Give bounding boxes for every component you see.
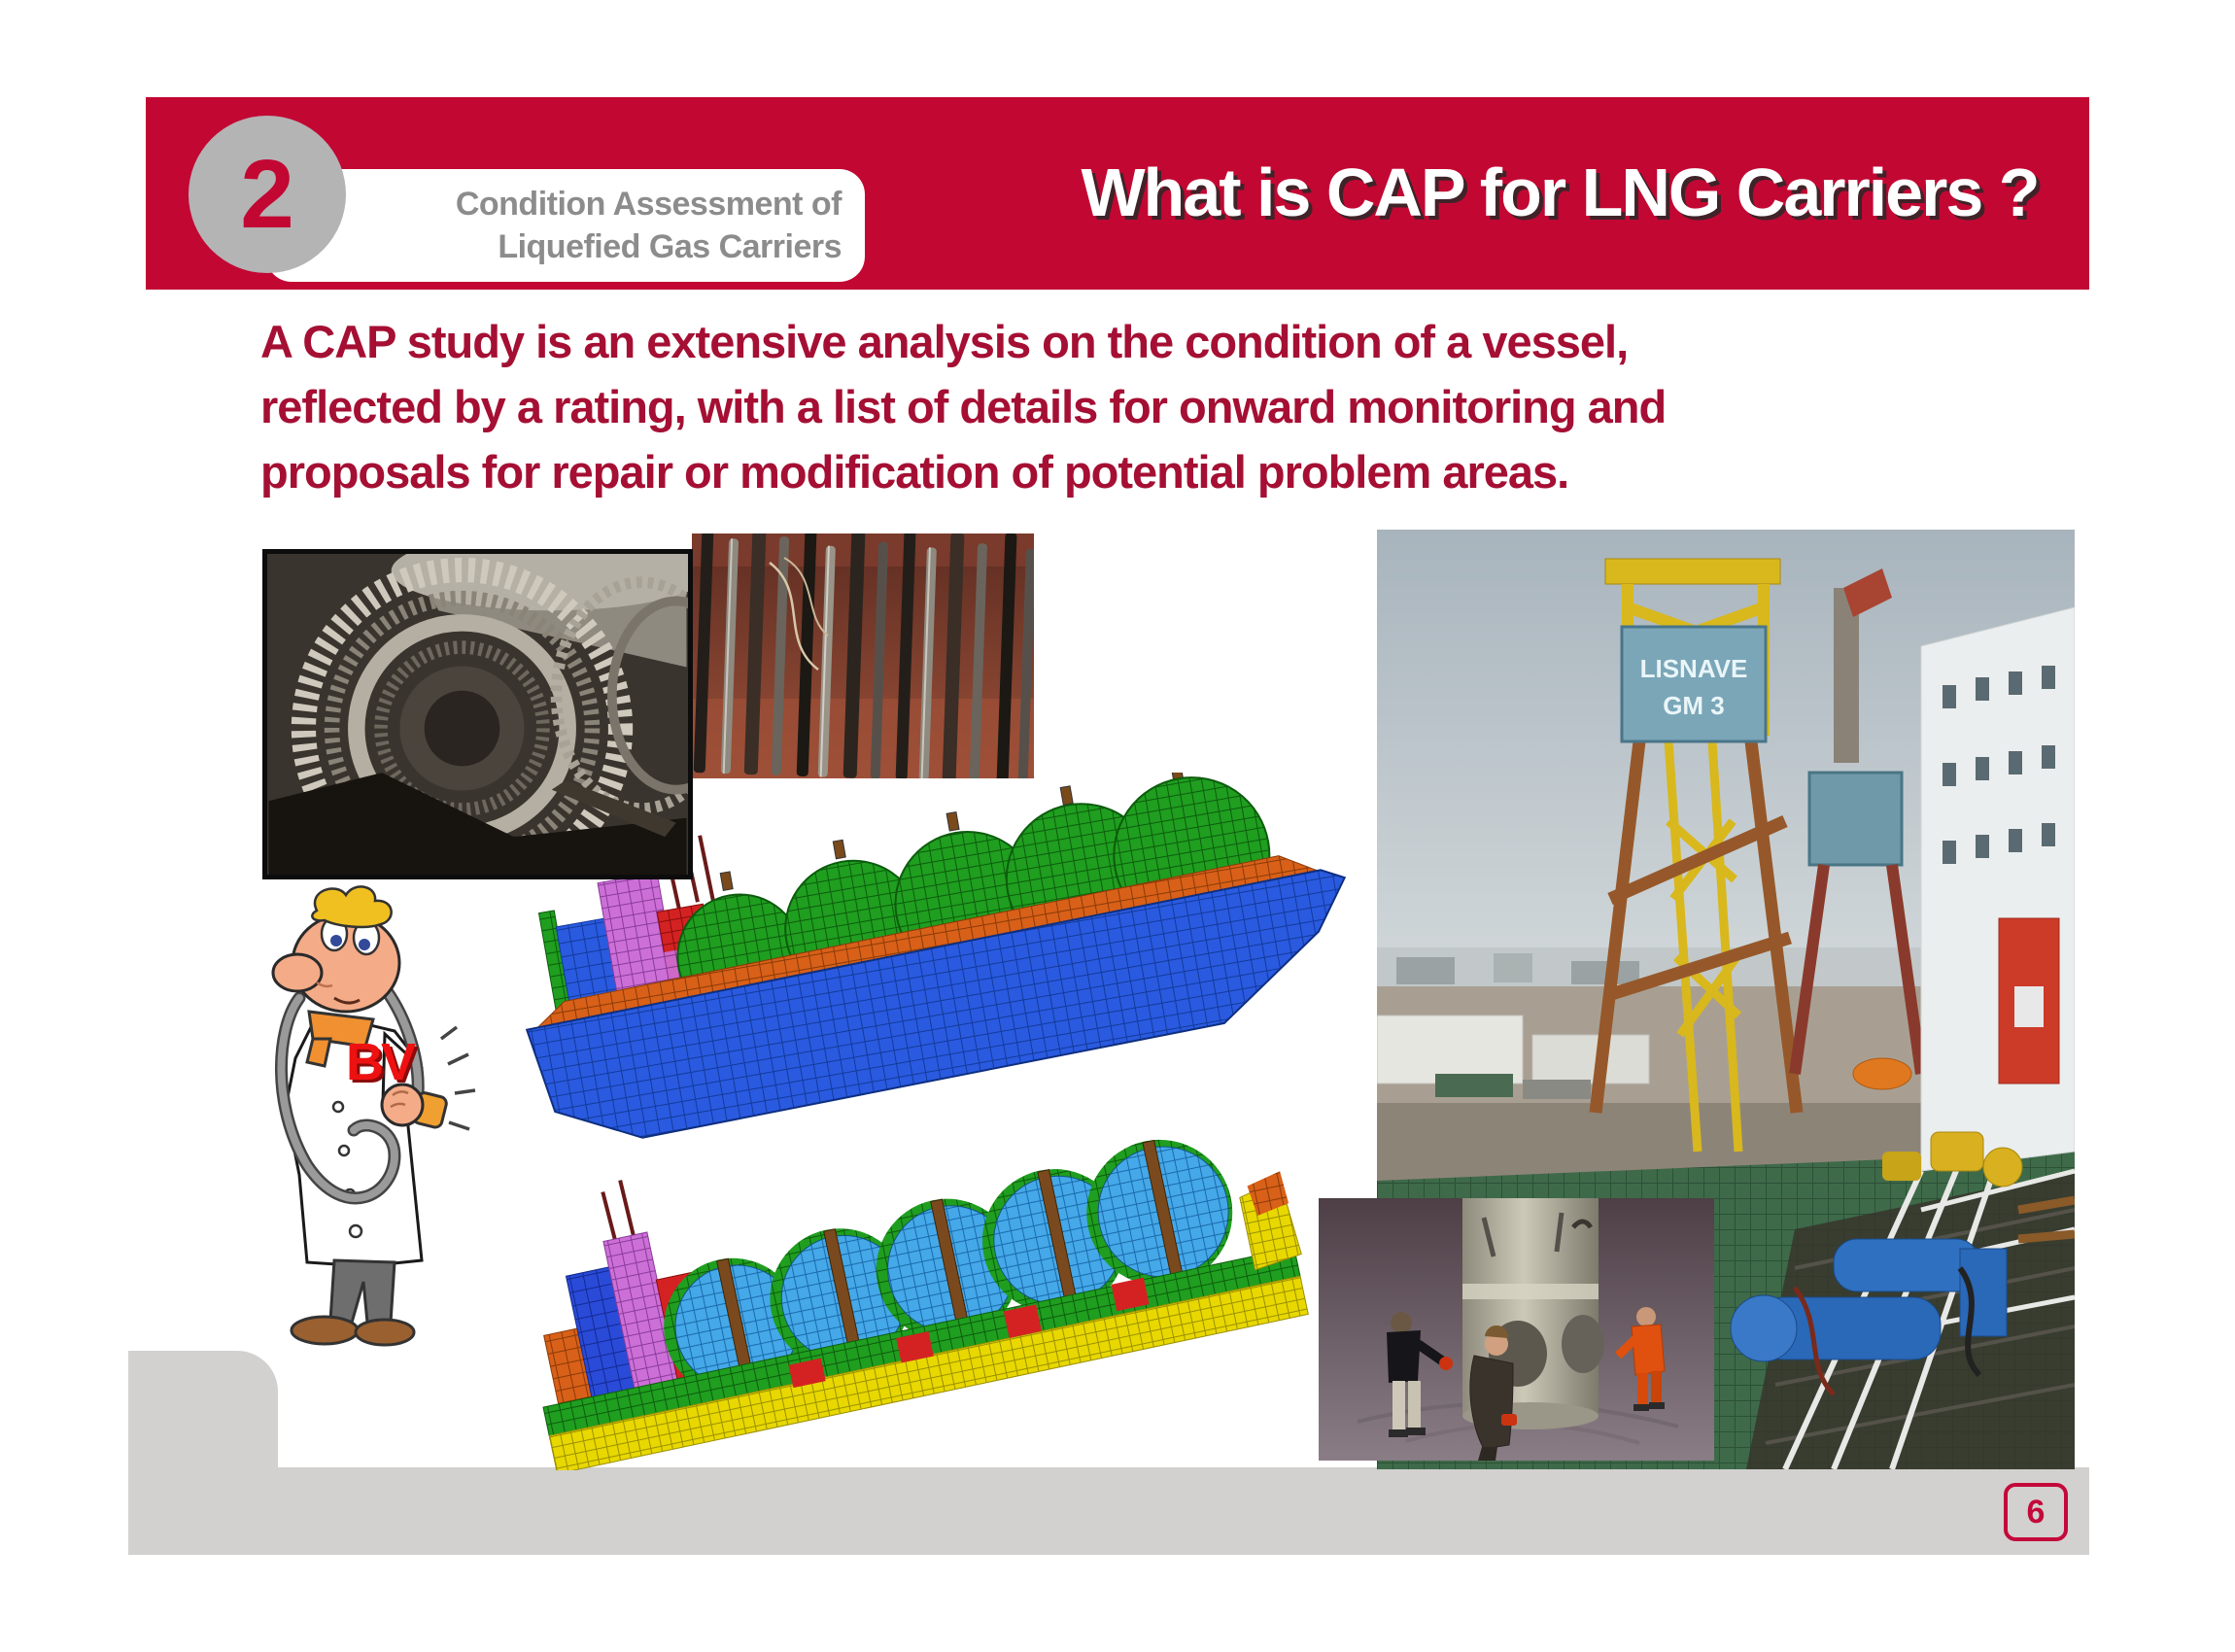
section-subtitle-line1: Condition Assessment of	[455, 186, 842, 223]
ship-superstructure	[1921, 607, 2075, 1171]
tubes-photo	[692, 533, 1034, 778]
lng-ship-section-model	[491, 1113, 1336, 1470]
turbine-photo	[262, 549, 693, 879]
section-number-badge	[189, 116, 346, 273]
section-number: 2	[240, 140, 294, 249]
doctor-cartoon	[249, 873, 477, 1351]
tubes-photo-illustration	[692, 533, 1034, 778]
lng-ship-section-illustration	[491, 1113, 1336, 1470]
tank-inspection-illustration	[1319, 1198, 1714, 1461]
page-number-badge	[2004, 1483, 2068, 1541]
turbine-photo-illustration	[267, 554, 688, 875]
body-line-1: A CAP study is an extensive analysis on the condition of a vessel,	[260, 316, 1629, 367]
header-band	[146, 97, 2089, 290]
body-paragraph	[260, 309, 2010, 504]
crane-cab-label-line2: GM 3	[1663, 691, 1725, 720]
doctor-cartoon-illustration	[249, 873, 477, 1351]
footer-band	[128, 1467, 2089, 1555]
page-number: 6	[2026, 1493, 2046, 1531]
slide-title: What is CAP for LNG Carriers ?	[1081, 155, 2039, 230]
crane-cab-label-line1: LISNAVE	[1639, 654, 1748, 683]
tank-inspection-photo	[1319, 1198, 1714, 1461]
section-subtitle-box	[266, 169, 865, 282]
bv-logo-label: BV	[346, 1033, 414, 1091]
body-line-2: reflected by a rating, with a list of details for onward monitoring and	[260, 381, 1667, 432]
footer-left-block	[128, 1351, 278, 1471]
body-line-3: proposals for repair or modification of potential problem areas.	[260, 446, 1569, 498]
section-subtitle-line2: Liquefied Gas Carriers	[498, 228, 842, 265]
